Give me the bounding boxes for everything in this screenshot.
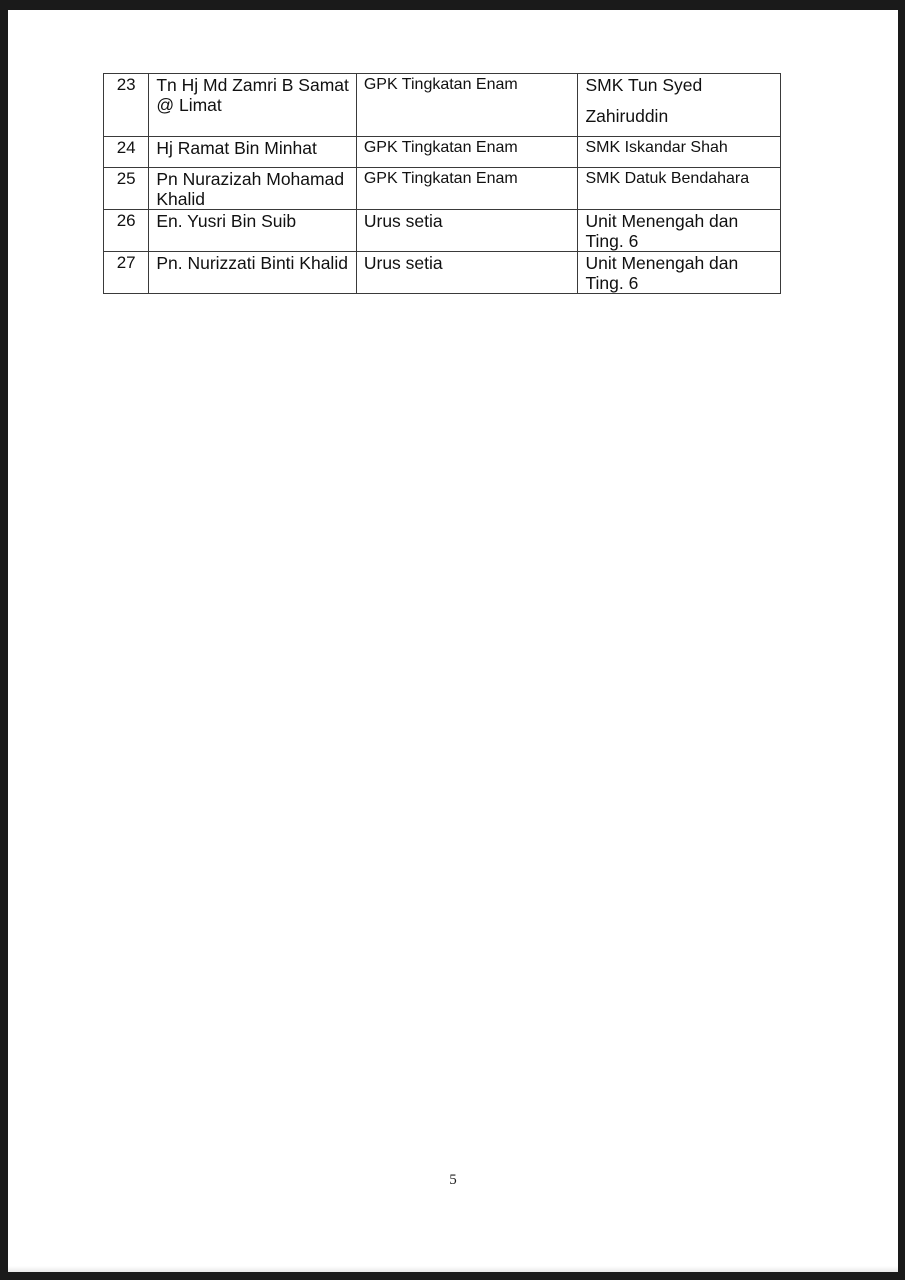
name-cell: Hj Ramat Bin Minhat bbox=[149, 137, 357, 168]
row-number: 23 bbox=[104, 74, 149, 137]
position-cell: Urus setia bbox=[356, 252, 578, 294]
school-line-1: SMK Tun Syed bbox=[585, 75, 703, 95]
table-row bbox=[104, 168, 781, 210]
row-number: 26 bbox=[104, 210, 149, 252]
name-cell: Pn. Nurizzati Binti Khalid bbox=[149, 252, 357, 294]
position-cell: Urus setia bbox=[356, 210, 578, 252]
page-number: 5 bbox=[449, 1172, 457, 1188]
participants-table bbox=[103, 73, 781, 294]
name-cell: Tn Hj Md Zamri B Samat @ Limat bbox=[149, 74, 357, 137]
name-cell: Pn Nurazizah Mohamad Khalid bbox=[149, 168, 357, 210]
row-number: 24 bbox=[104, 137, 149, 168]
table-row bbox=[104, 74, 781, 137]
school-cell: Unit Menengah dan Ting. 6 bbox=[578, 252, 781, 294]
row-number: 25 bbox=[104, 168, 149, 210]
name-cell: En. Yusri Bin Suib bbox=[149, 210, 357, 252]
school-cell: SMK Datuk Bendahara bbox=[578, 168, 781, 210]
position-cell: GPK Tingkatan Enam bbox=[356, 168, 578, 210]
school-cell: SMK Iskandar Shah bbox=[578, 137, 781, 168]
position-cell: GPK Tingkatan Enam bbox=[356, 137, 578, 168]
document-page bbox=[8, 10, 898, 1272]
table-row bbox=[104, 210, 781, 252]
school-line-2: Zahiruddin bbox=[585, 106, 669, 126]
table-row bbox=[104, 252, 781, 294]
table-row bbox=[104, 137, 781, 168]
school-cell bbox=[578, 74, 781, 137]
page-edge bbox=[8, 1266, 898, 1272]
school-cell: Unit Menengah dan Ting. 6 bbox=[578, 210, 781, 252]
row-number: 27 bbox=[104, 252, 149, 294]
position-cell: GPK Tingkatan Enam bbox=[356, 74, 578, 137]
